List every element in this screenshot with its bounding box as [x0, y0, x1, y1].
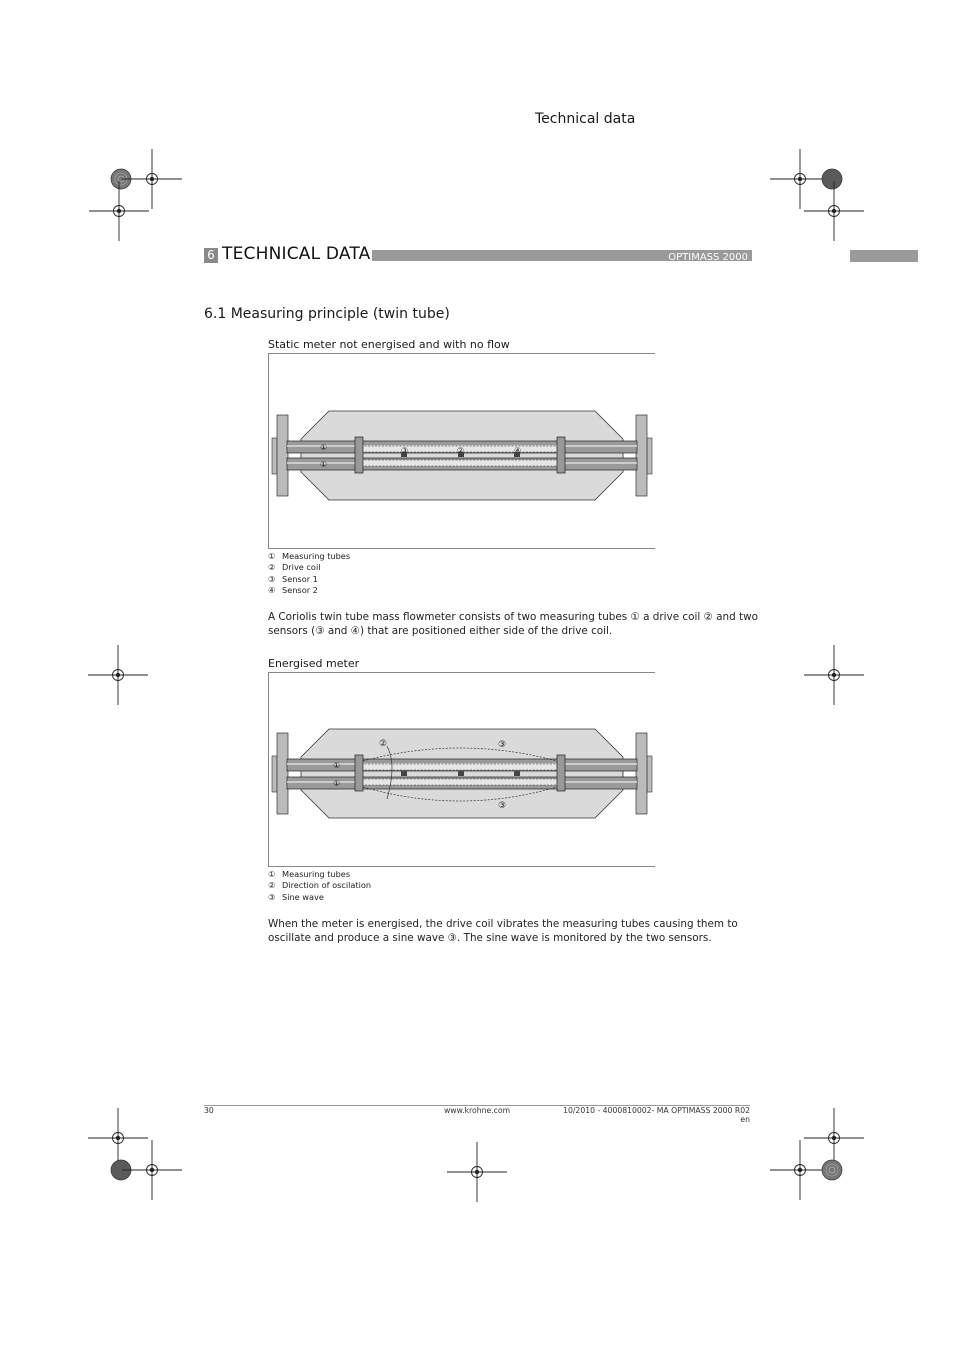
chapter-number: 6 [204, 248, 218, 263]
running-header-title: Technical data [535, 111, 636, 127]
figure1-caption: Static meter not energised and with no flow [268, 338, 510, 351]
figure2-frame [268, 672, 655, 867]
legend-item: ③ Sensor 1 [268, 573, 318, 584]
figure1-diagram [269, 354, 655, 548]
legend-item: ④ Sensor 2 [268, 584, 318, 595]
registration-crosshair-icon [804, 181, 864, 241]
legend-item: ① Measuring tubes [268, 869, 351, 879]
chapter-rule [372, 250, 752, 261]
figure2-diagram [269, 673, 655, 866]
figure2-legend [268, 869, 371, 903]
registration-dark-circle-icon [822, 169, 842, 189]
chapter-title: TECHNICAL DATA [222, 244, 371, 264]
svg-text:③: ③ [498, 801, 507, 811]
chapter-product: OPTIMASS 2000 [668, 252, 748, 263]
registration-crosshair-icon [804, 645, 864, 705]
legend-item: ③ Sine wave [268, 891, 324, 902]
registration-crosshair-icon [88, 1108, 148, 1168]
svg-text:①: ① [320, 460, 328, 469]
svg-text:④: ④ [514, 446, 522, 455]
svg-text:②: ② [379, 739, 388, 749]
registration-crosshair-icon [122, 1140, 182, 1200]
legend-item: ① Measuring tubes [268, 551, 351, 561]
registration-crosshair-icon [88, 645, 148, 705]
footer-website: www.krohne.com [444, 1106, 511, 1115]
svg-text:②: ② [457, 446, 465, 455]
svg-text:①: ① [320, 443, 328, 452]
registration-crosshair-icon [804, 1108, 864, 1168]
figure1-frame [268, 353, 655, 549]
figure1-legend [268, 551, 350, 596]
svg-text:①: ① [333, 761, 341, 770]
svg-text:③: ③ [401, 446, 409, 455]
registration-crosshair-icon [447, 1142, 507, 1202]
paragraph-1: A Coriolis twin tube mass flowmeter consists of two measuring tubes ① a drive coil ② and two sensors (③ and ④) that are positioned either side of the drive coil. [268, 611, 758, 638]
registration-rosette-icon [822, 1160, 842, 1180]
legend-item: ② Drive coil [268, 562, 321, 573]
legend-item: ② Direction of oscilation [268, 880, 372, 891]
registration-crosshair-icon [122, 149, 182, 209]
svg-text:①: ① [333, 779, 341, 788]
footer-doc-ref: 10/2010 - 4000810002- MA OPTIMASS 2000 R02 en [563, 1106, 750, 1124]
registration-crosshair-icon [89, 181, 149, 241]
paragraph-2: When the meter is energised, the drive coil vibrates the measuring tubes causing them to oscillate and produce a sine wave ③. The sine wave is monitored by the two sensors. [268, 918, 738, 945]
page-number: 30 [204, 1106, 214, 1115]
svg-text:③: ③ [498, 740, 507, 750]
chapter-header [204, 244, 752, 264]
registration-crosshair-icon [770, 1140, 830, 1200]
section-title: 6.1 Measuring principle (twin tube) [204, 306, 450, 322]
registration-crosshair-icon [770, 149, 830, 209]
figure2-caption: Energised meter [268, 657, 360, 670]
edge-tab-bar [850, 250, 918, 262]
